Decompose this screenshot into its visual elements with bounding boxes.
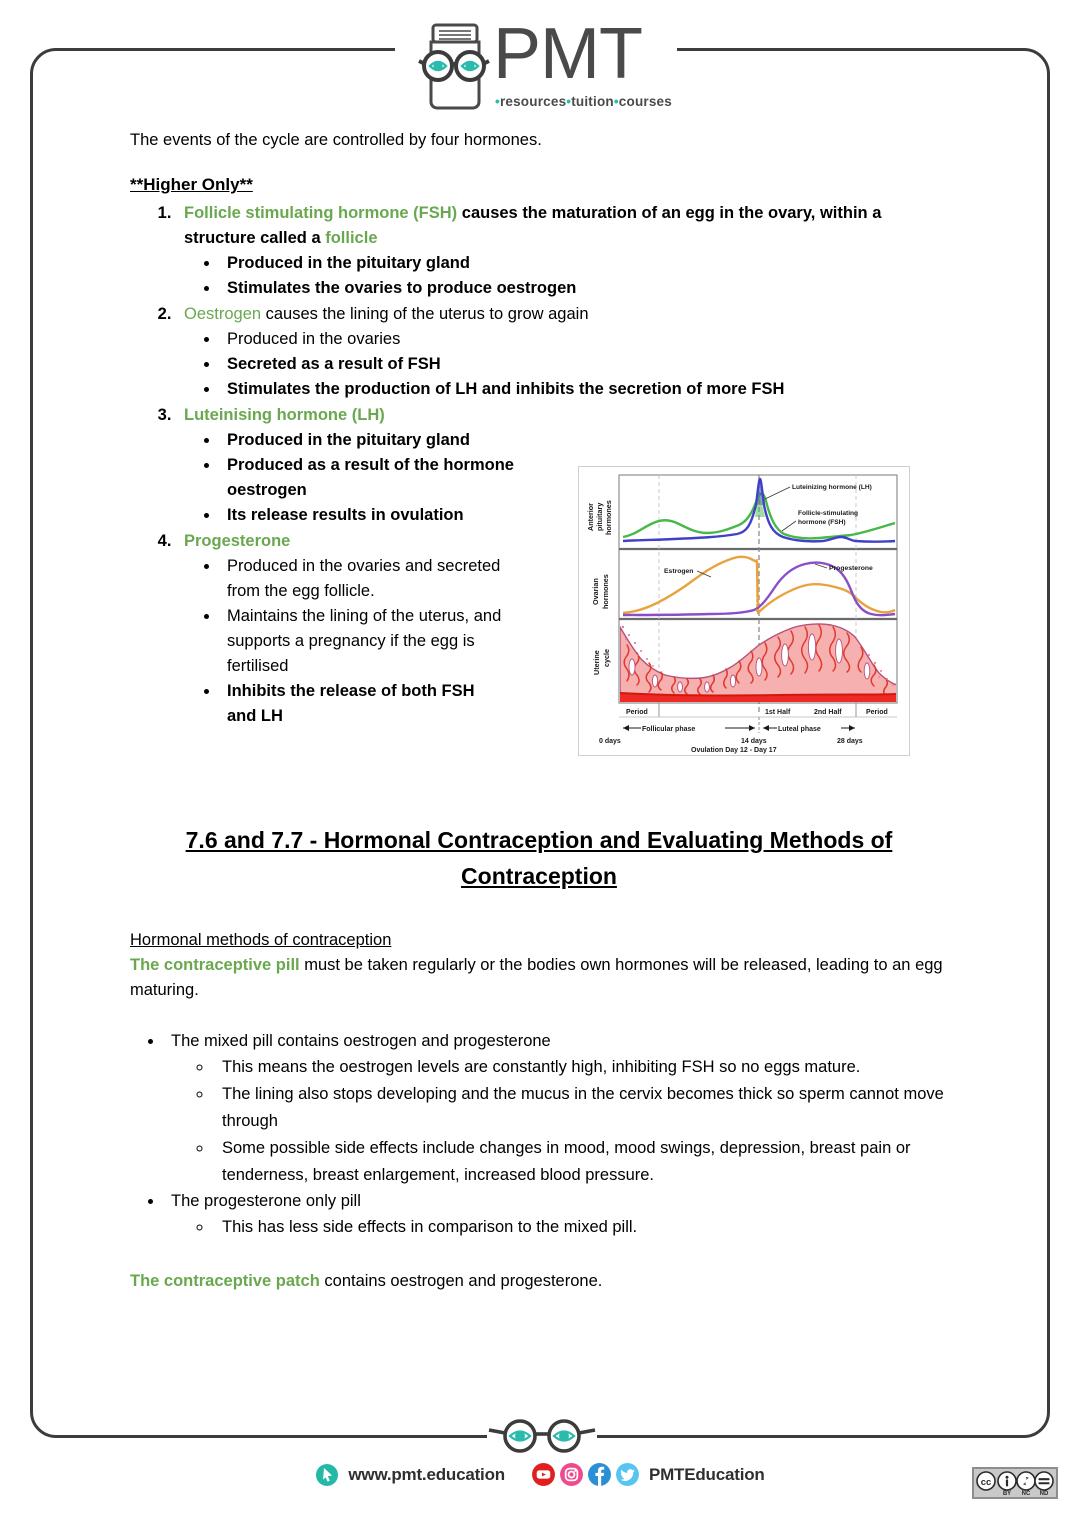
list-item: ◦ This means the oestrogen levels are constantly high, inhibiting FSH so no eggs mature. [213,1054,948,1081]
youtube-icon[interactable] [531,1462,556,1487]
svg-text:Follicular phase: Follicular phase [642,726,696,733]
subheading: Hormonal methods of contraception [130,931,392,949]
svg-text:14 days: 14 days [741,738,767,745]
hormone-sub-list [184,428,524,528]
svg-text:Estrogen: Estrogen [664,568,694,575]
hormone-name: Progesterone [184,532,291,550]
pill-sub-list [171,1214,948,1241]
svg-text:0 days: 0 days [599,738,621,745]
svg-text:28 days: 28 days [837,738,863,745]
website-text: www.pmt.education [348,1464,505,1484]
tagline-dot: • [495,94,500,109]
tagline-resources: resources [499,94,567,109]
patch-text: contains oestrogen and progesterone. [319,1272,603,1290]
social-icon-row[interactable] [531,1462,640,1487]
svg-text:Anterior: Anterior [586,503,595,531]
pill-sub-list [171,1054,948,1189]
logo-wordmark: PMT [493,14,642,94]
svg-text:1st Half: 1st Half [765,709,791,716]
list-item: • Produced in the ovaries and secreted from the egg follicle. [220,554,504,604]
hormone-name: Oestrogen [184,305,262,323]
svg-text:Follicle-stimulating: Follicle-stimulating [798,510,859,517]
website-link[interactable] [315,1463,505,1487]
svg-text:Luteal phase: Luteal phase [778,726,821,733]
list-item [164,1029,948,1189]
hormone-lead: causes the lining of the uterus to grow again [261,305,589,323]
hormone-name: Follicle stimulating hormone (FSH) [184,204,458,222]
tagline-dot: • [613,94,619,109]
hormone-item [176,302,948,402]
tagline-courses: courses [618,94,672,109]
svg-text:2nd Half: 2nd Half [814,709,842,716]
higher-only-heading: **Higher Only** [130,175,253,194]
list-item: • Produced as a result of the hormone oestrogen [220,453,524,503]
list-item: • Secreted as a result of FSH [220,352,948,377]
hormone-sub-list [184,251,948,301]
logo-tagline [495,94,672,109]
cursor-icon [315,1463,339,1487]
license-label-by: BY [1002,1491,1012,1497]
svg-text:hormones: hormones [601,574,610,609]
list-item-label: The mixed pill contains oestrogen and progesterone [171,1032,551,1050]
social-handle: PMTEducation [648,1464,765,1484]
tagline-dot: • [566,94,572,109]
facebook-icon[interactable] [587,1462,612,1487]
intro-paragraph: The events of the cycle are controlled by four hormones. [130,131,542,149]
pmt-logo [395,14,677,118]
pill-intro-paragraph [130,953,948,1003]
svg-text:Period: Period [626,709,648,716]
list-item [164,1189,948,1241]
svg-text:cycle: cycle [602,649,611,667]
page-title: 7.6 and 7.7 - Hormonal Contraception and Evaluating Methods of Contraception [185,827,893,889]
svg-text:hormones: hormones [604,500,613,535]
license-label-nc: NC [1021,1491,1031,1497]
list-item: • Produced in the pituitary gland [220,251,948,276]
svg-text:Uterine: Uterine [592,650,601,675]
svg-text:Luteinizing hormone (LH): Luteinizing hormone (LH) [792,484,872,491]
page-footer [0,1462,1080,1487]
creative-commons-icon [972,1467,1058,1499]
list-item: • Produced in the ovaries [220,327,948,352]
tagline-tuition: tuition [571,94,614,109]
pill-intro-text: must be taken regularly or the bodies own hormones will be released, leading to an egg maturing. [130,956,943,999]
cycle-chart-svg [579,467,909,755]
hormone-lead: causes the maturation of an egg in the ovary, within a structure called a [184,204,882,247]
list-item: • Inhibits the release of both FSH and LH [220,679,504,729]
book-with-glasses-icon [417,22,491,114]
list-item: • Its release results in ovulation [220,503,524,528]
hormone-item [176,201,948,301]
list-item: • Stimulates the ovaries to produce oestrogen [220,276,948,301]
list-item-label: The progesterone only pill [171,1192,361,1210]
svg-text:cc: cc [980,1477,992,1488]
svg-text:Progesterone: Progesterone [829,565,873,572]
pill-intro-highlight: The contraceptive pill [130,956,300,974]
menstrual-cycle-diagram [578,466,910,756]
svg-text:hormone (FSH): hormone (FSH) [798,519,846,526]
svg-text:pituitary: pituitary [595,502,604,531]
pill-bullet-list [130,1029,948,1241]
glasses-icon [487,1416,597,1456]
glasses-decoration [487,1416,597,1456]
svg-text:Ovulation Day 12 - Day 17: Ovulation Day 12 - Day 17 [691,747,777,754]
instagram-icon[interactable] [559,1462,584,1487]
list-item: • Maintains the lining of the uterus, and supports a pregnancy if the egg is fertilised [220,604,504,679]
svg-text:Period: Period [866,709,888,716]
svg-text:Ovarian: Ovarian [591,578,600,605]
license-badge [972,1467,1058,1499]
list-item: ◦ The lining also stops developing and the mucus in the cervix becomes thick so sperm cannot move through [213,1081,948,1135]
patch-highlight: The contraceptive patch [130,1272,320,1290]
hormone-sub-list [184,554,504,729]
hormone-name: Luteinising hormone (LH) [184,406,385,424]
list-item: ◦ Some possible side effects include changes in mood, mood swings, depression, breast pain or tenderness, breast enlargement, increased blood pressure. [213,1135,948,1189]
hormone-lead-highlight: follicle [325,229,378,247]
list-item: ◦ This has less side effects in comparison to the mixed pill. [213,1214,948,1241]
hormone-sub-list [184,327,948,402]
twitter-icon[interactable] [615,1462,640,1487]
license-label-nd: ND [1039,1491,1049,1497]
patch-paragraph [130,1269,948,1294]
list-item: • Produced in the pituitary gland [220,428,524,453]
social-links[interactable] [531,1462,765,1487]
list-item: • Stimulates the production of LH and inhibits the secretion of more FSH [220,377,948,402]
